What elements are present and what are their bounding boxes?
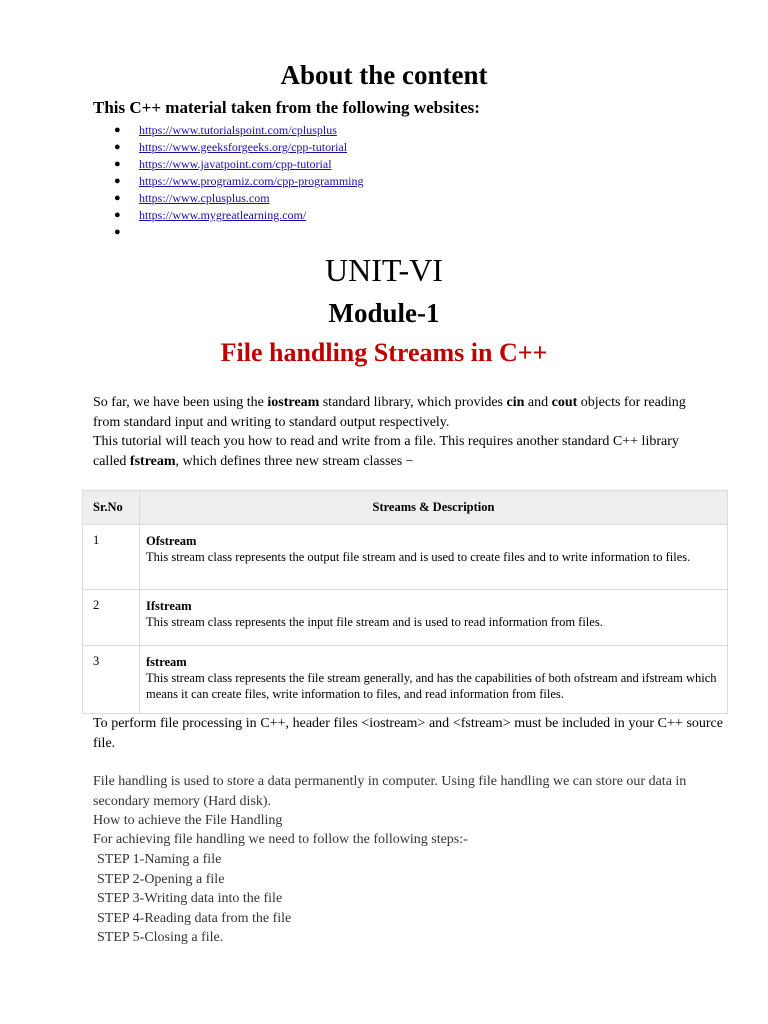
intro-text <box>93 393 713 471</box>
source-link-mygreatlearning[interactable]: https://www.mygreatlearning.com/ <box>139 208 307 222</box>
intro-text-part: This tutorial will teach you how to read and write from a file. This requires another standard C++ library called <box>93 434 679 469</box>
list-item: STEP 5-Closing a file. <box>97 930 224 945</box>
handling-howto: How to achieve the File Handling <box>93 813 283 828</box>
table-header-row <box>83 491 728 525</box>
bullet-icon: ● <box>114 175 121 187</box>
streams-table <box>82 490 728 714</box>
source-link-tutorialspoint[interactable]: https://www.tutorialspoint.com/cplusplus <box>139 123 337 137</box>
row-description <box>140 525 728 590</box>
bullet-icon: ● <box>114 158 121 170</box>
row-number: 3 <box>83 646 140 714</box>
keyword-cout: cout <box>551 395 578 410</box>
row-description <box>140 646 728 714</box>
stream-description: This stream class represents the file stream generally, and has the capabilities of both ofstream and ifstream which means it can create files, write information to files, and read information from files. <box>146 671 717 701</box>
bullet-icon: ● <box>114 124 121 136</box>
source-link-geeksforgeeks[interactable]: https://www.geeksforgeeks.org/cpp-tutorial <box>139 140 348 154</box>
table-row <box>83 590 728 646</box>
about-heading: About the content <box>280 60 488 90</box>
sources-subtitle: This C++ material taken from the following websites: <box>93 98 480 117</box>
stream-name: fstream <box>146 655 187 669</box>
intro-text-part: standard library, which provides <box>319 395 507 410</box>
table-row <box>83 525 728 590</box>
topic-heading: File handling Streams in C++ <box>220 338 548 367</box>
intro-text-part: and <box>524 395 552 410</box>
row-description <box>140 590 728 646</box>
intro-text-part: objects for reading from standard input and writing to standard output respectively. <box>93 395 686 430</box>
column-header-description: Streams & Description <box>140 491 728 525</box>
list-item: STEP 2-Opening a file <box>97 871 225 887</box>
row-number: 2 <box>83 590 140 646</box>
keyword-iostream: iostream <box>267 395 320 410</box>
list-item: STEP 1-Naming a file <box>97 852 222 867</box>
stream-name: Ifstream <box>146 599 192 613</box>
stream-description: This stream class represents the output file stream and is used to create files and to write information to files. <box>146 550 691 564</box>
row-number: 1 <box>83 525 140 590</box>
source-link-javatpoint[interactable]: https://www.javatpoint.com/cpp-tutorial <box>139 157 332 171</box>
keyword-cin: cin <box>506 395 525 410</box>
module-heading: Module-1 <box>328 298 440 328</box>
handling-paragraph: File handling is used to store a data permanently in computer. Using file handling we can store our data in secondary memory (Hard disk). <box>93 774 687 809</box>
table-row <box>83 646 728 714</box>
column-header-srno: Sr.No <box>83 491 140 525</box>
stream-description: This stream class represents the input file stream and is used to read information from files. <box>146 615 603 629</box>
keyword-fstream: fstream <box>129 453 176 469</box>
processing-paragraph: To perform file processing in C++, header files <iostream> and <fstream> must be included in your C++ source file. <box>93 716 723 751</box>
list-item: STEP 3-Writing data into the file <box>97 891 283 906</box>
list-item: STEP 4-Reading data from the file <box>97 910 292 926</box>
source-link-cplusplus[interactable]: https://www.cplusplus.com <box>139 191 270 205</box>
bullet-icon: ● <box>114 209 121 221</box>
bullet-icon: ● <box>114 192 121 204</box>
intro-text-part: So far, we have been using the <box>93 395 268 410</box>
handling-steps-intro: For achieving file handling we need to follow the following steps:- <box>93 832 468 847</box>
bullet-icon: ● <box>114 141 121 153</box>
stream-name: Ofstream <box>146 534 197 548</box>
unit-heading: UNIT-VI <box>325 252 443 288</box>
intro-text-part: , which defines three new stream classes − <box>175 453 414 469</box>
source-link-programiz[interactable]: https://www.programiz.com/cpp-programming <box>139 174 364 188</box>
bullet-icon: ● <box>114 226 121 238</box>
steps-list <box>97 850 291 948</box>
